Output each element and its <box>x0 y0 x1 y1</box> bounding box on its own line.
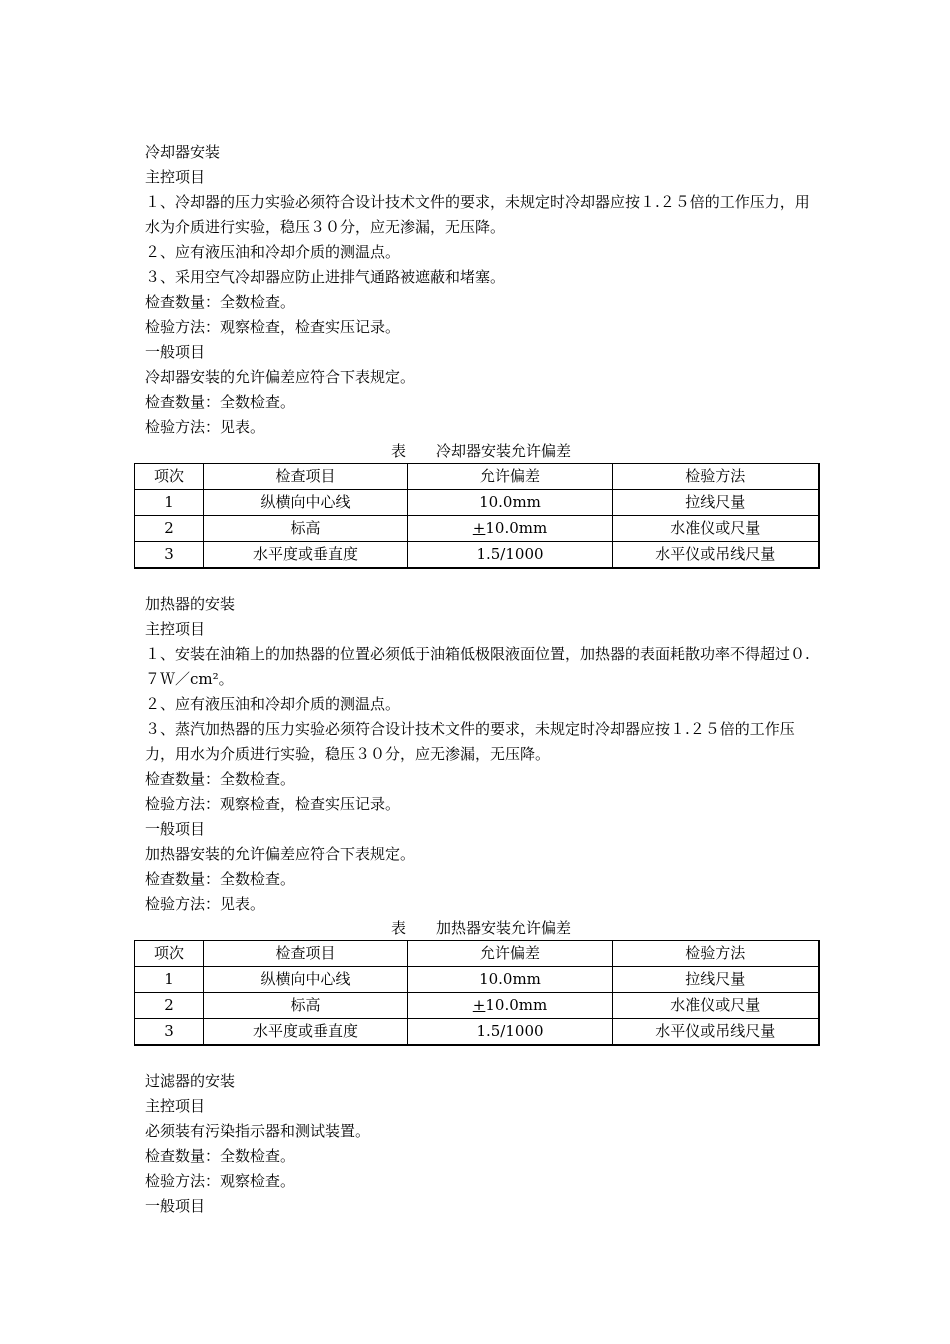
section-filter <box>145 1069 817 1219</box>
plus-minus-sign: + <box>472 519 486 537</box>
table-cell: 10.0mm <box>408 967 613 993</box>
header-cell: 允许偏差 <box>408 464 613 490</box>
general-heading: 一般项目 <box>145 1197 206 1215</box>
table-row <box>135 1019 819 1046</box>
tolerance-table-cooler <box>134 463 820 569</box>
main-item: ３、蒸汽加热器的压力实验必须符合设计技术文件的要求，未规定时冷却器应按１.２５倍的工作压力，用水为介质进行实验，稳压３０分，应无渗漏，无压降。 <box>145 720 795 763</box>
header-cell: 检验方法 <box>613 941 819 967</box>
section-title: 加热器的安装 <box>145 595 236 613</box>
table-caption: 表 冷却器安装允许偏差 <box>390 442 571 460</box>
general-heading: 一般项目 <box>145 820 206 838</box>
table-row <box>135 516 819 542</box>
table-cell: 水准仪或尺量 <box>613 993 819 1019</box>
table-cell: 水平仪或吊线尺量 <box>613 1019 819 1046</box>
table-cell: 标高 <box>204 993 408 1019</box>
table-header-row <box>135 941 819 967</box>
plus-minus-sign: + <box>472 996 486 1014</box>
main-item: ２、应有液压油和冷却介质的测温点。 <box>145 243 401 261</box>
main-item: 必须装有污染指示器和测试装置。 <box>145 1122 371 1140</box>
table-cell: 水平仪或吊线尺量 <box>613 542 819 569</box>
table-cell: 拉线尺量 <box>613 967 819 993</box>
check-quantity: 检查数量：全数检查。 <box>145 293 296 311</box>
header-cell: 检验方法 <box>613 464 819 490</box>
table-cell: +10.0mm <box>408 993 613 1019</box>
check-method: 检验方法：观察检查，检查实压记录。 <box>145 318 401 336</box>
table-cell: 1.5/1000 <box>408 1019 613 1046</box>
check-quantity: 检查数量：全数检查。 <box>145 1147 296 1165</box>
general-heading: 一般项目 <box>145 343 206 361</box>
table-cell: 拉线尺量 <box>613 490 819 516</box>
main-item: １、安装在油箱上的加热器的位置必须低于油箱低极限液面位置，加热器的表面耗散功率不得超过０.７Ｗ／cm²。 <box>145 645 810 688</box>
section-heater <box>145 592 817 917</box>
check-method: 检验方法：观察检查。 <box>145 1172 296 1190</box>
table-cell: 纵横向中心线 <box>204 490 408 516</box>
main-items-heading: 主控项目 <box>145 1097 206 1115</box>
table-cell: 纵横向中心线 <box>204 967 408 993</box>
header-cell: 检查项目 <box>204 941 408 967</box>
header-cell: 允许偏差 <box>408 941 613 967</box>
table-cell: 3 <box>135 1019 204 1046</box>
table-cell: 2 <box>135 993 204 1019</box>
table-row <box>135 542 819 569</box>
main-items-heading: 主控项目 <box>145 620 206 638</box>
header-cell: 项次 <box>135 941 204 967</box>
table-cell: 标高 <box>204 516 408 542</box>
table-cell: +10.0mm <box>408 516 613 542</box>
section-title: 过滤器的安装 <box>145 1072 236 1090</box>
table-row <box>135 993 819 1019</box>
main-item: １、冷却器的压力实验必须符合设计技术文件的要求，未规定时冷却器应按１.２５倍的工作压力，用水为介质进行实验，稳压３０分，应无渗漏，无压降。 <box>145 193 810 236</box>
general-text: 冷却器安装的允许偏差应符合下表规定。 <box>145 368 416 386</box>
table-row <box>135 490 819 516</box>
table-cell: 水平度或垂直度 <box>204 542 408 569</box>
table-caption: 表 加热器安装允许偏差 <box>390 919 571 937</box>
general-text: 加热器安装的允许偏差应符合下表规定。 <box>145 845 416 863</box>
table-row <box>135 967 819 993</box>
main-item: ２、应有液压油和冷却介质的测温点。 <box>145 695 401 713</box>
header-cell: 检查项目 <box>204 464 408 490</box>
main-item: ３、采用空气冷却器应防止进排气通路被遮蔽和堵塞。 <box>145 268 506 286</box>
table-cell: 水准仪或尺量 <box>613 516 819 542</box>
table-cell: 1 <box>135 490 204 516</box>
table-cell: 10.0mm <box>408 490 613 516</box>
table-cell: 水平度或垂直度 <box>204 1019 408 1046</box>
check-method: 检验方法：观察检查，检查实压记录。 <box>145 795 401 813</box>
section-cooler <box>145 140 817 440</box>
table-header-row <box>135 464 819 490</box>
header-cell: 项次 <box>135 464 204 490</box>
general-method: 检验方法：见表。 <box>145 418 266 436</box>
table-cell: 2 <box>135 516 204 542</box>
section-title: 冷却器安装 <box>145 143 221 161</box>
table-cell: 1.5/1000 <box>408 542 613 569</box>
general-method: 检验方法：见表。 <box>145 895 266 913</box>
general-quantity: 检查数量：全数检查。 <box>145 870 296 888</box>
table-cell: 1 <box>135 967 204 993</box>
check-quantity: 检查数量：全数检查。 <box>145 770 296 788</box>
tolerance-table-heater <box>134 940 820 1046</box>
main-items-heading: 主控项目 <box>145 168 206 186</box>
general-quantity: 检查数量：全数检查。 <box>145 393 296 411</box>
table-cell: 3 <box>135 542 204 569</box>
